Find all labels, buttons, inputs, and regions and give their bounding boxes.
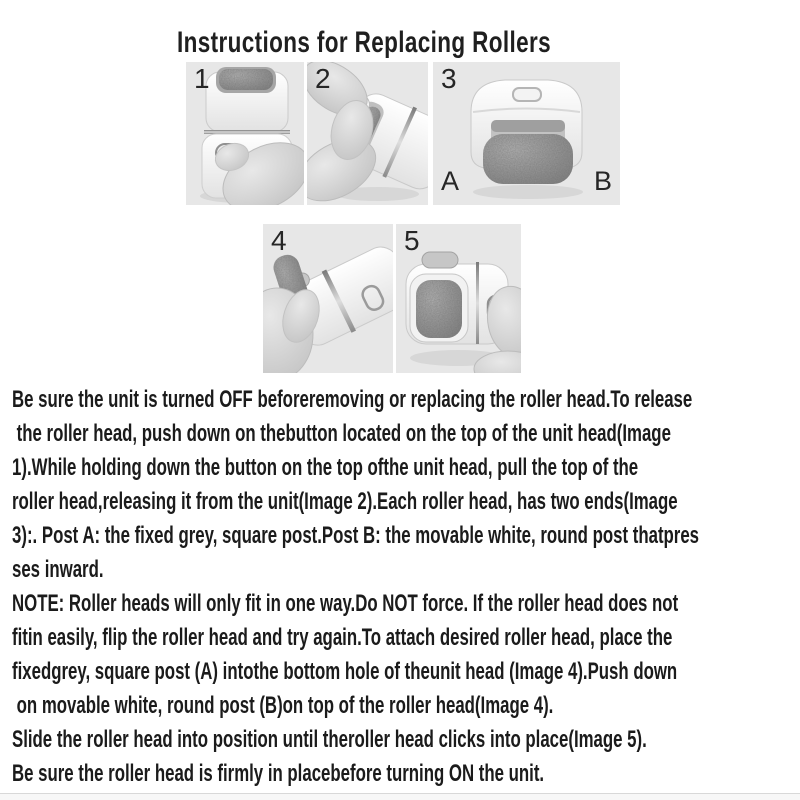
step-photo-5 (396, 224, 521, 373)
chrome-band (204, 130, 290, 134)
step-label-4: 4 (271, 225, 287, 256)
instruction-line: 3):. Post A: the fixed grey, square post.Post B: the movable white, round post thatpres (12, 522, 700, 549)
instruction-line: 1).While holding down the button on the top ofthe unit head, pull the top of the (12, 454, 639, 481)
bottom-divider (0, 793, 800, 800)
step-label-2: 2 (315, 63, 331, 94)
chrome-band (476, 262, 479, 344)
step-photo-4 (263, 224, 393, 373)
roller-texture (483, 134, 573, 184)
roller-texture (416, 280, 462, 338)
step-label-5: 5 (404, 225, 420, 256)
step-photo-2 (307, 62, 428, 205)
post-label-a: A (441, 166, 460, 196)
shadow (473, 185, 583, 199)
step-label-1: 1 (194, 63, 210, 94)
roller-texture (219, 69, 273, 90)
instruction-line: the roller head, push down on thebutton located on the top of the unit head(Image (12, 420, 671, 447)
instruction-line: roller head,releasing it from the unit(Image 2).Each roller head, has two ends(Image (12, 488, 678, 515)
step-photo-1 (186, 62, 304, 205)
instruction-line: on movable white, round post (B)on top of the roller head(Image 4). (12, 692, 554, 719)
instruction-line: fitin easily, flip the roller head and try again.To attach desired roller head, place the (12, 624, 673, 651)
instruction-line: NOTE: Roller heads will only fit in one way.Do NOT force. If the roller head does not (12, 590, 679, 617)
top-button (513, 88, 541, 101)
instructions-text-block (12, 383, 800, 791)
instruction-line: Be sure the roller head is firmly in placebefore turning ON the unit. (12, 760, 545, 787)
page-title: Instructions for Replacing Rollers (177, 26, 552, 59)
roller-head-ends-illustration (433, 62, 620, 205)
post-label-b: B (593, 166, 612, 196)
instruction-line: ses inward. (12, 556, 104, 583)
instruction-line: fixedgrey, square post (A) intothe bottom hole of theunit head (Image 4).Push down (12, 658, 678, 685)
top-button (422, 252, 458, 268)
instruction-line: Slide the roller head into position until theroller head clicks into place(Image 5). (12, 726, 647, 753)
step-label-3: 3 (441, 63, 457, 94)
instruction-line: Be sure the unit is turned OFF beforeremoving or replacing the roller head.To release (12, 386, 693, 413)
opening-shadow (491, 120, 565, 132)
step-photo-3 (433, 62, 620, 205)
